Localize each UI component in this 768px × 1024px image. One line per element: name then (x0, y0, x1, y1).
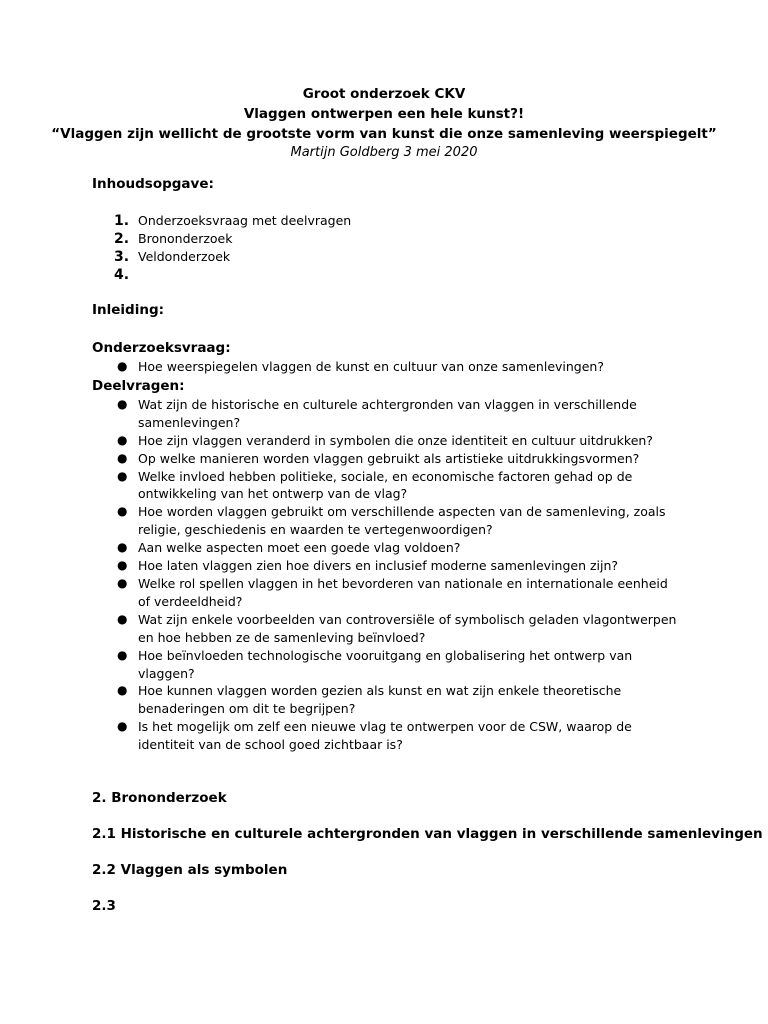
document-subtitle: Vlaggen ontwerpen een hele kunst?! (243, 106, 525, 122)
onderzoeksvraag-list (92, 358, 682, 376)
toc-item (92, 230, 682, 248)
deelvragen-list (92, 396, 682, 754)
toc-number: 3. (114, 249, 130, 265)
bullet-icon: ● (117, 450, 128, 465)
document-body (92, 174, 763, 916)
author-date: Martijn Goldberg 3 mei 2020 (290, 145, 478, 160)
toc-label: Onderzoeksvraag met deelvragen (138, 213, 352, 228)
bullet-icon: ● (117, 575, 128, 590)
bullet-icon: ● (117, 504, 128, 519)
bullet-icon: ● (117, 540, 128, 555)
list-item: ● Hoe laten vlaggen zien hoe divers en inclusief moderne samenlevingen zijn? (117, 558, 619, 574)
toc-number: 1. (114, 213, 130, 229)
document-quote: “Vlaggen zijn wellicht de grootste vorm van kunst die onze samenleving weerspiegelt” (51, 126, 717, 142)
deelvragen-heading: Deelvragen: (92, 377, 185, 394)
bullet-icon: ● (117, 432, 128, 447)
list-item: ● Hoe beïnvloeden technologische vooruitgang en globalisering het ontwerp van vlaggen? (117, 647, 633, 681)
list-item: ● Wat zijn de historische en culturele achtergronden van vlaggen in verschillende samenlevingen? (117, 396, 637, 430)
section-2-1-heading: 2.1 Historische en culturele achtergronden van vlaggen in verschillende samenlevingen (92, 826, 763, 843)
bullet-icon: ● (117, 647, 128, 662)
list-item: ● Welke rol spellen vlaggen in het bevorderen van nationale en internationale eenheid of verdeeldheid? (117, 575, 668, 609)
toc-number: 2. (114, 231, 130, 247)
toc-label: Brononderzoek (138, 231, 233, 246)
table-of-contents (92, 212, 682, 284)
toc-label: Veldonderzoek (138, 249, 231, 264)
title-block (0, 84, 768, 162)
bullet-icon: ● (117, 719, 128, 734)
toc-item (92, 266, 682, 284)
list-item: ● Op welke manieren worden vlaggen gebruikt als artistieke uitdrukkingsvormen? (117, 450, 640, 466)
inleiding-heading: Inleiding: (92, 302, 165, 318)
bullet-icon: ● (117, 468, 128, 483)
onderzoeksvraag-heading: Onderzoeksvraag: (92, 340, 231, 356)
section-2-2-heading: 2.2 Vlaggen als symbolen (92, 862, 288, 879)
list-item: ● Hoe zijn vlaggen veranderd in symbolen die onze identiteit en cultuur uitdrukken? (117, 432, 653, 448)
list-item: ● Hoe kunnen vlaggen worden gezien als kunst en wat zijn enkele theoretische benaderingen om dit te begrijpen? (117, 683, 622, 717)
bullet-icon: ● (117, 558, 128, 573)
bullet-icon: ● (117, 683, 128, 698)
list-item: ● Hoe worden vlaggen gebruikt om verschillende aspecten van de samenleving, zoals religie, geschiedenis en waarden te vertegenwoordigen? (117, 504, 666, 538)
list-item: ● Hoe weerspiegelen vlaggen de kunst en cultuur van onze samenlevingen? (117, 359, 604, 374)
list-item: ● Wat zijn enkele voorbeelden van controversiële of symbolisch geladen vlagontwerpen en hoe hebben ze de samenleving beïnvloed? (117, 611, 677, 645)
bullet-icon: ● (117, 396, 128, 411)
toc-item (92, 212, 682, 230)
bullet-icon: ● (117, 611, 128, 626)
section-2-heading: 2. Brononderzoek (92, 790, 227, 807)
list-item: ● Welke invloed hebben politieke, sociale, en economische factoren gehad op de ontwikkeling van het ontwerp van de vlag? (117, 468, 633, 502)
document-title: Groot onderzoek CKV (302, 86, 466, 102)
list-item: ● Aan welke aspecten moet een goede vlag voldoen? (117, 540, 461, 556)
bullet-icon: ● (117, 359, 128, 373)
list-item: ● Is het mogelijk om zelf een nieuwe vlag te ontwerpen voor de CSW, waarop de identiteit van de school goed zichtbaar is? (117, 719, 632, 753)
toc-item (92, 248, 682, 266)
toc-heading: Inhoudsopgave: (92, 176, 214, 192)
section-2-3-heading: 2.3 (92, 898, 116, 915)
toc-number: 4. (114, 267, 130, 283)
